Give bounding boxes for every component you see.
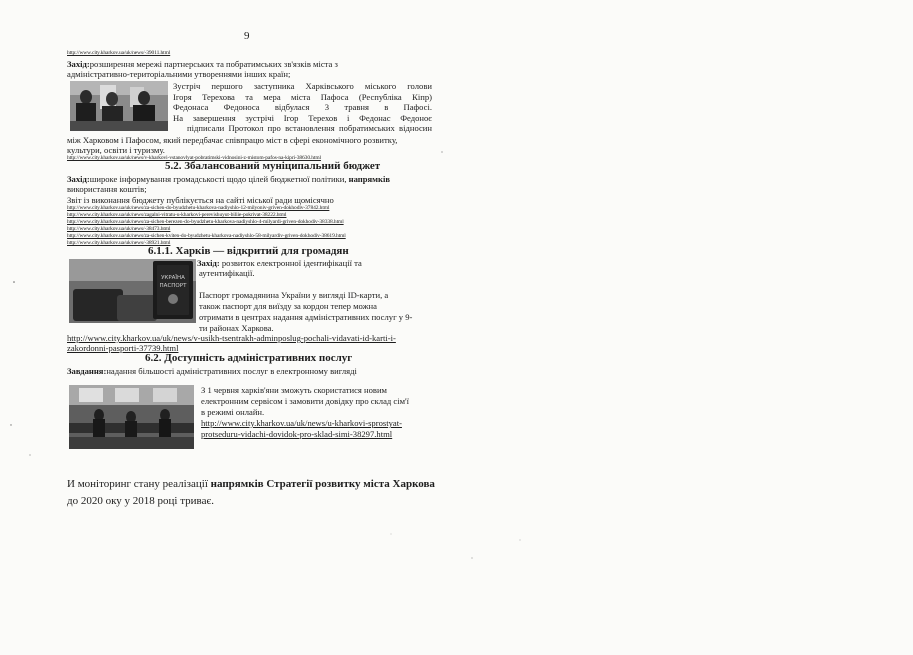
budget-link[interactable]: http://www.city.kharkov.ua/uk/news/-38921.html <box>67 240 171 246</box>
family-certificate-link[interactable]: http://www.city.kharkov.ua/uk/news/u-kharkovi-sprostyat- <box>201 418 402 428</box>
goal-line-2: використання коштів; <box>67 184 147 194</box>
para-line: електронним сервісом і замовити довідку про склад сім'ї <box>201 396 409 406</box>
task-label: Завдання: <box>67 366 107 376</box>
task-text: надання більшості адміністративних послуг в електронному вигляді <box>106 366 357 376</box>
source-link-top[interactable]: http://www.city.kharkov.ua/uk/news/-39011.html <box>67 50 171 56</box>
para-line: отримати в центрах надання адміністративних послуг у 9- <box>199 312 413 322</box>
report-line: Звіт із виконання бюджету публікується на сайті міської ради щомісячно <box>67 195 334 205</box>
para-line: підписали Протокол про встановлення побратимських відносин <box>187 123 432 133</box>
passport-link[interactable]: zakordonni-pasporti-37739.html <box>67 343 179 353</box>
source-link[interactable]: http://www.city.kharkov.ua/uk/news/v-kharkovi-vstanovlyat-pobratimski-vidnosini-z-mistom-pafos-na-kipri-38630.html <box>67 155 321 161</box>
para-line: в режимі онлайн. <box>201 407 265 417</box>
passport-caption-1: УКРАЇНА <box>161 275 185 281</box>
budget-link[interactable]: http://www.city.kharkov.ua/uk/news/za-sichen-berezen-do-byudzhetu-kharkova-nadiyshlo-4-milyardi-griven-dokhodiv-38338.html <box>67 219 344 225</box>
para-line: також паспорт для виїзду за кордон тепер можна <box>199 301 377 311</box>
closing-line-2: до 2020 оку у 2018 році триває. <box>67 495 214 507</box>
goal-label: Захід: <box>197 258 220 268</box>
section-heading-open-city: 6.1.1. Харків — відкритий для громадян <box>148 245 349 257</box>
passport-caption-2: ПАСПОРТ <box>159 283 187 289</box>
para-line: Федонаса Федоноса відбулася 3 травня в Пафосі. <box>173 102 432 112</box>
para-line: Зустріч першого заступника Харківського міського голови <box>173 81 432 91</box>
budget-link[interactable]: http://www.city.kharkov.ua/uk/news/-38473.html <box>67 226 171 232</box>
goal-label: Захід: <box>67 174 90 184</box>
section-heading-admin-services: 6.2. Доступність адміністративних послуг <box>145 352 353 364</box>
para-continuation: між Харковом і Пафосом, який передбачає співпрацю міст в сфері економічного розвитку, <box>67 135 398 145</box>
para-line: ти районах Харкова. <box>199 323 274 333</box>
goal-bold-text: напрямків <box>348 174 391 184</box>
goal-line-2: адміністративно-територіальними утвореннями інших країн; <box>67 69 291 79</box>
section-heading-budget: 5.2. Збалансований муніципальний бюджет <box>165 160 381 172</box>
para-continuation: культури, освіти і туризму. <box>67 145 165 155</box>
passport-link[interactable]: http://www.city.kharkov.ua/uk/news/v-usikh-tsentrakh-adminposlug-pochali-vidavati-id-karti-i- <box>67 333 396 343</box>
budget-link[interactable]: http://www.city.kharkov.ua/uk/news/zagalni-vitratu-u-kharkovi-perevishuyut-biliie-pokrivat-38222.html <box>67 212 287 218</box>
goal-text: розвиток електронної ідентифікації та <box>219 258 362 268</box>
goal-label: Захід: <box>67 59 90 69</box>
para-line: Ігоря Терехова та мера міста Пафоса (Республіка Кіпр) <box>173 91 432 102</box>
para-line: З 1 червня харків'яни зможуть скористатися новим <box>201 385 387 395</box>
page-number: 9 <box>244 30 250 42</box>
goal-text: широке інформування громадськості щодо цілей бюджетної політики, <box>89 174 347 184</box>
para-line: Паспорт громадянина України у вигляді ID-карти, а <box>199 290 389 300</box>
goal-line-2: аутентифікації. <box>199 268 255 278</box>
closing-bold-text: напрямків Стратегії розвитку міста Харкова <box>210 478 435 490</box>
family-certificate-link[interactable]: protseduru-vidachi-dovidok-pro-sklad-simi-38297.html <box>201 429 393 439</box>
para-line: На завершення зустрічі Ігор Терехов і Федонас Федоноє <box>173 112 432 123</box>
goal-text: розширення мережі партнерських та побратимських зв'язків міста з <box>89 59 338 69</box>
budget-link[interactable]: http://www.city.kharkov.ua/uk/news/za-sichen-do-byudzhetu-kharkova-nadiyshlo-12-milyoniv-griven-dokhodiv-37842.html <box>67 205 330 211</box>
budget-link[interactable]: http://www.city.kharkov.ua/uk/news/za-sichen-kviten-do-byudzhetu-kharkova-nadiyshlo-58-milyardiv-griven-dokhodiv-38619.html <box>67 233 346 239</box>
closing-text: И моніторинг стану реалізації <box>67 478 211 490</box>
